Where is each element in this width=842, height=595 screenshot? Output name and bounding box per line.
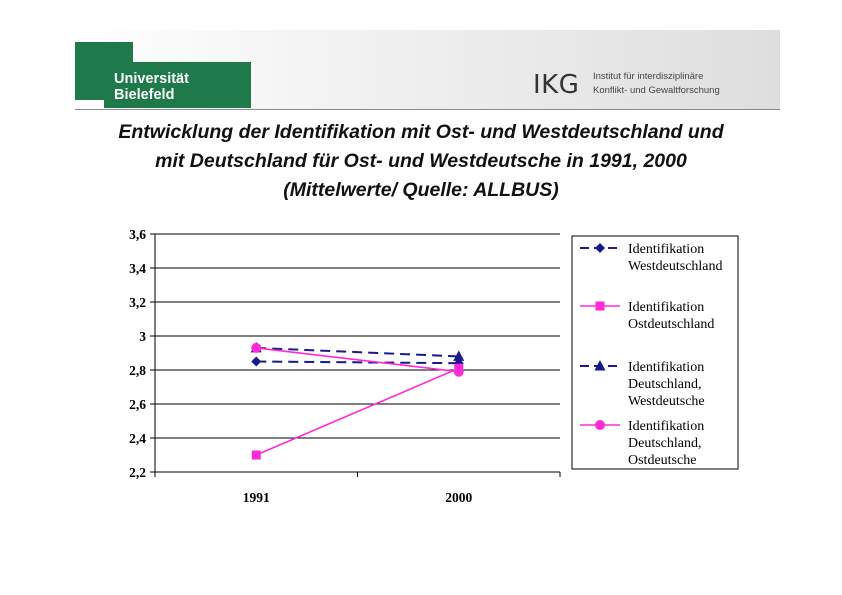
legend-label: Deutschland, xyxy=(628,436,702,451)
legend-label: Identifikation xyxy=(628,300,705,315)
legend-marker-4 xyxy=(595,420,605,430)
legend-label: Identifikation xyxy=(628,242,705,257)
legend-label: Identifikation xyxy=(628,360,705,375)
series-line-2 xyxy=(256,368,459,455)
x-tick-label: 1991 xyxy=(242,490,270,505)
y-tick-label: 3,6 xyxy=(129,227,146,242)
data-point-series-4 xyxy=(454,367,464,377)
title-line-3: (Mittelwerte/ Quelle: ALLBUS) xyxy=(283,179,559,201)
legend-marker-2 xyxy=(596,302,605,311)
y-tick-label: 2,2 xyxy=(129,465,146,480)
legend-label: Ostdeutschland xyxy=(628,317,715,332)
legend-label: Identifikation xyxy=(628,419,705,434)
legend-label: Westdeutschland xyxy=(628,259,723,274)
ikg-logo: IKG xyxy=(533,70,580,100)
y-tick-label: 2,6 xyxy=(129,397,146,412)
legend-label: Westdeutsche xyxy=(628,394,705,409)
x-tick-label: 2000 xyxy=(445,490,473,505)
institute-name-line-2: Konflikt- und Gewaltforschung xyxy=(593,85,720,96)
legend-label: Deutschland, xyxy=(628,377,702,392)
data-point-series-2 xyxy=(252,451,261,460)
y-tick-label: 3,4 xyxy=(129,261,146,276)
y-tick-label: 3,2 xyxy=(129,295,146,310)
legend-label: Ostdeutsche xyxy=(628,453,697,468)
institute-name-line-1: Institut für interdisziplinäre xyxy=(593,71,704,82)
data-point-series-4 xyxy=(251,343,261,353)
y-tick-label: 3 xyxy=(139,329,146,344)
series-line-1 xyxy=(256,362,459,364)
y-tick-label: 2,4 xyxy=(129,431,146,446)
y-tick-label: 2,8 xyxy=(129,363,146,378)
title-line-2: mit Deutschland für Ost- und Westdeutsche in 1991, 2000 xyxy=(155,150,687,172)
university-name: Universität Bielefeld xyxy=(114,71,189,103)
title-line-1: Entwicklung der Identifikation mit Ost- und Westdeutschland und xyxy=(118,121,724,143)
data-point-series-1 xyxy=(251,357,261,367)
